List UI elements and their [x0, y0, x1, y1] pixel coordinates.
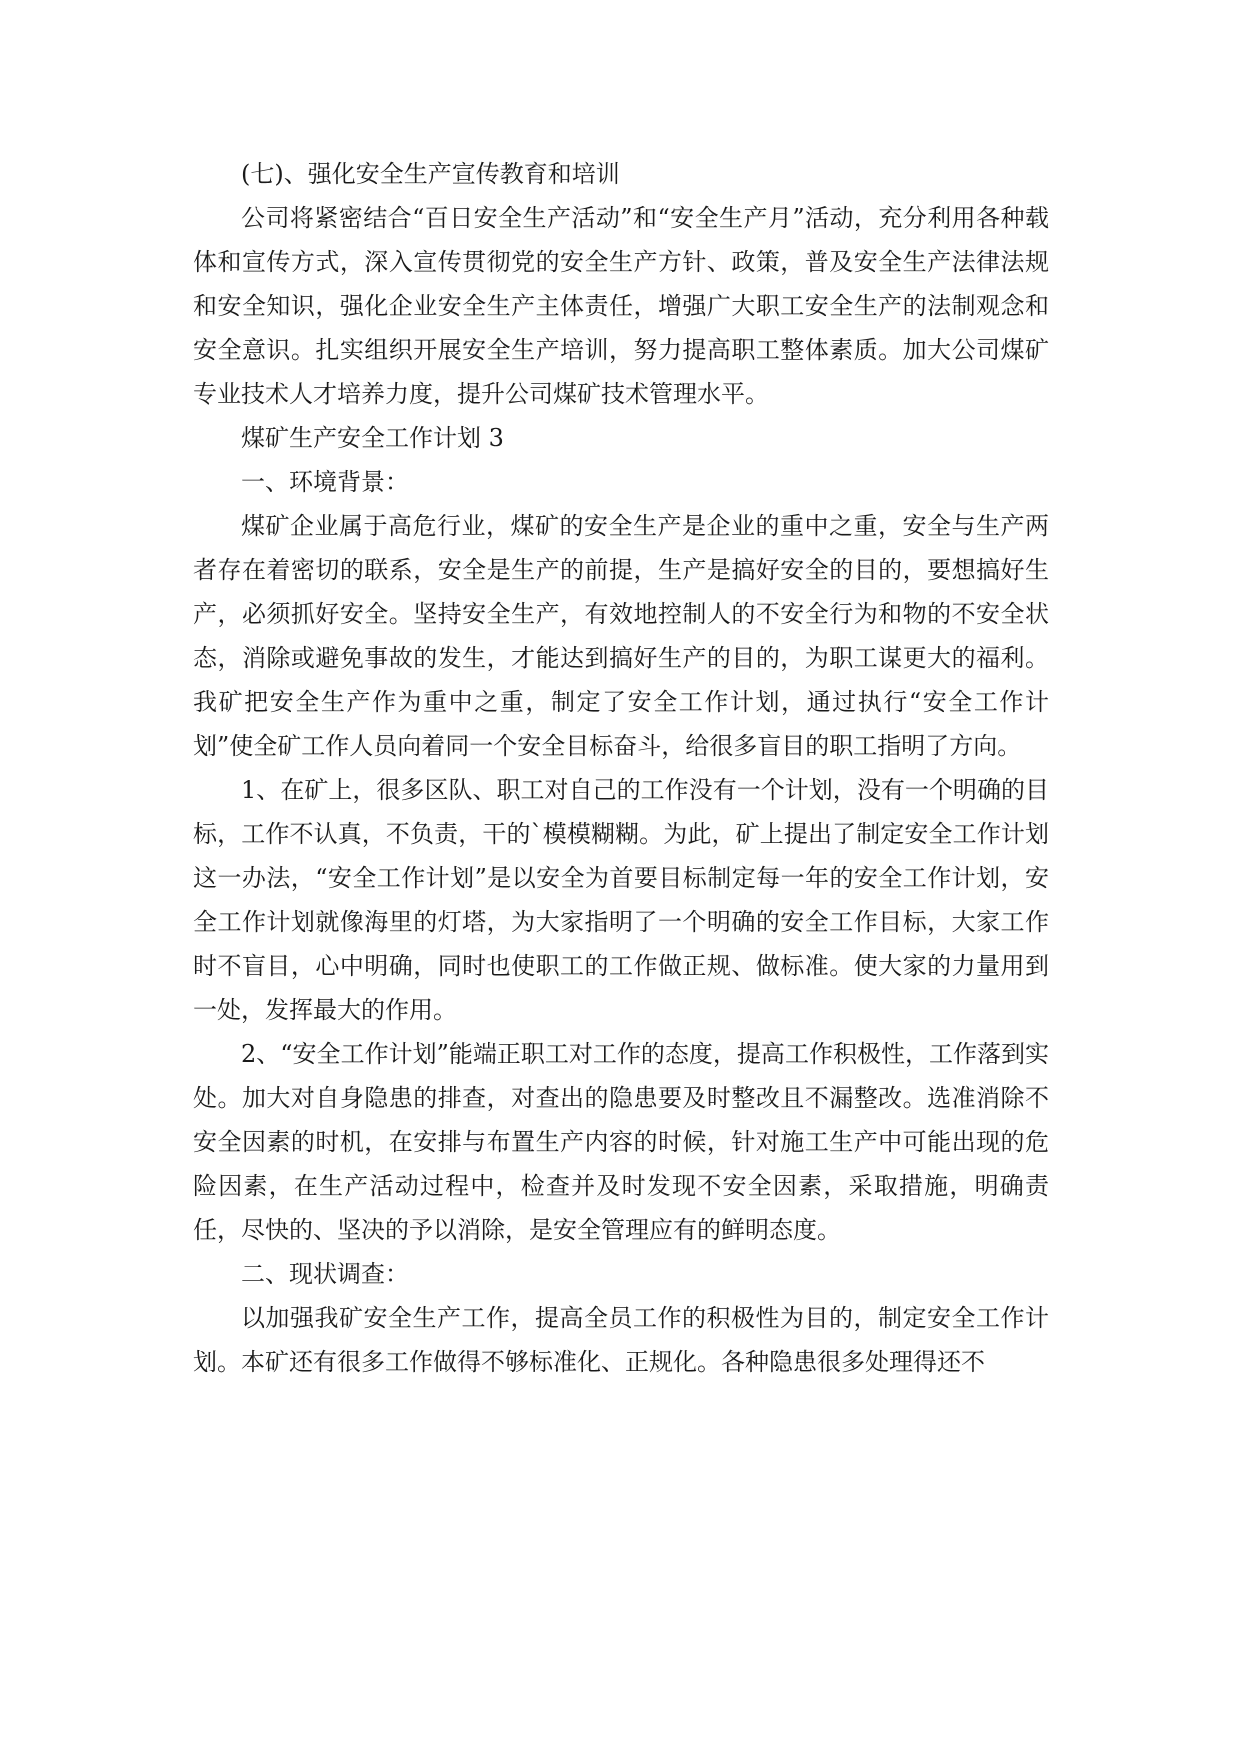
section-heading-status-survey: 二、现状调查： — [241, 1260, 409, 1288]
section-heading-background: 一、环境背景： — [241, 468, 409, 496]
paragraph-publicity-training: 公司将紧密结合“百日安全生产活动”和“安全生产月”活动，充分利用各种载体和宣传方式，深入宣传贯彻党的安全生产方针、政策，普及安全生产法律法规和安全知识，强化企业安全生产主体责任，增强广大职工安全生产的法制观念和安全意识。扎实组织开展安全生产培训，努力提高职工整体素质。加大公司煤矿专业技术人才培养力度，提升公司煤矿技术管理水平。 — [193, 204, 1049, 408]
paragraph-item-1: 1、在矿上，很多区队、职工对自己的工作没有一个计划，没有一个明确的目标，工作不认真，不负责，干的`模模糊糊。为此，矿上提出了制定安全工作计划这一办法，“安全工作计划”是以安全为首要目标制定每一年的安全工作计划，安全工作计划就像海里的灯塔，为大家指明了一个明确的安全工作目标，大家工作时不盲目，心中明确，同时也使职工的工作做正规、做标准。使大家的力量用到一处，发挥最大的作用。 — [193, 776, 1049, 1024]
document-body — [193, 152, 1049, 1384]
paragraph-status-survey: 以加强我矿安全生产工作，提高全员工作的积极性为目的，制定安全工作计划。本矿还有很多工作做得不够标准化、正规化。各种隐患很多处理得还不 — [193, 1304, 1049, 1376]
paragraph-background: 煤矿企业属于高危行业，煤矿的安全生产是企业的重中之重，安全与生产两者存在着密切的联系，安全是生产的前提，生产是搞好安全的目的，要想搞好生产，必须抓好安全。坚持安全生产，有效地控制人的不安全行为和物的不安全状态，消除或避免事故的发生，才能达到搞好生产的目的，为职工谋更大的福利。我矿把安全生产作为重中之重，制定了安全工作计划，通过执行“安全工作计划”使全矿工作人员向着同一个安全目标奋斗，给很多盲目的职工指明了方向。 — [193, 512, 1049, 760]
document-title-safety-plan-3: 煤矿生产安全工作计划 3 — [241, 424, 504, 452]
section-heading-publicity-training: (七)、强化安全生产宣传教育和培训 — [241, 160, 620, 188]
paragraph-item-2: 2、“安全工作计划”能端正职工对工作的态度，提高工作积极性，工作落到实处。加大对自身隐患的排查，对查出的隐患要及时整改且不漏整改。选准消除不安全因素的时机，在安排与布置生产内容的时候，针对施工生产中可能出现的危险因素，在生产活动过程中，检查并及时发现不安全因素，采取措施，明确责任，尽快的、坚决的予以消除，是安全管理应有的鲜明态度。 — [193, 1040, 1049, 1244]
